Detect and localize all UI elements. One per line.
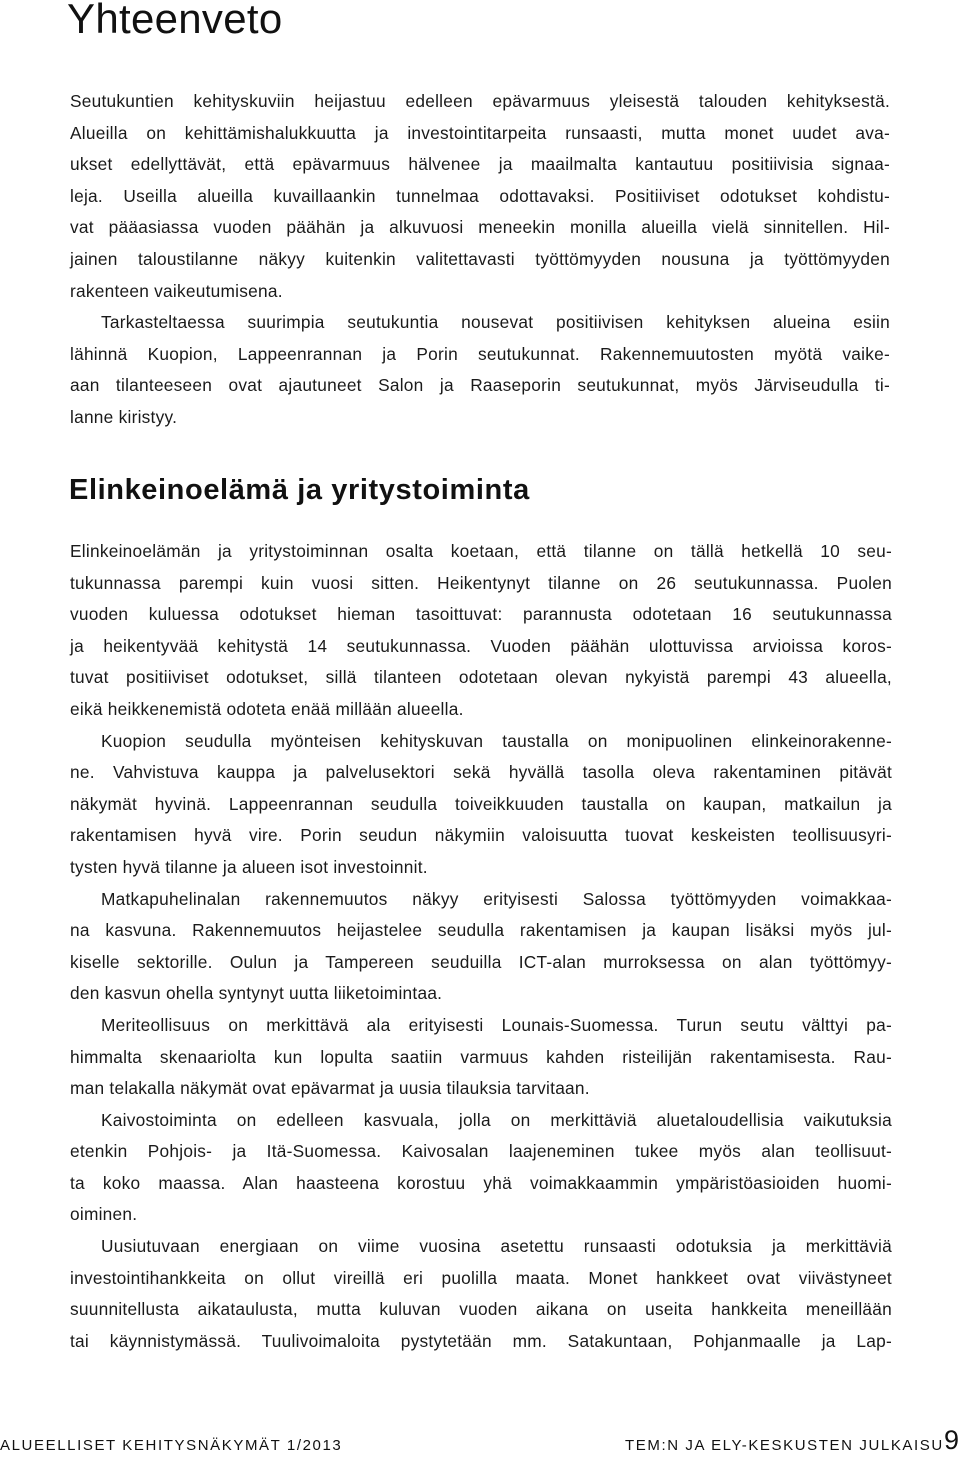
paragraph-line: ta koko maassa. Alan haasteena korostuu yhä voimakkaammin ympäristöasioiden huomi- — [70, 1172, 892, 1193]
paragraph-line: lähinnä Kuopion, Lappeenrannan ja Porin seutukunnat. Rakennemuutosten myötä vaike- — [70, 343, 890, 364]
paragraph-line: näkymät hyvinä. Lappeenrannan seudulla toiveikkuuden taustalla on kaupan, matkailun ja — [70, 793, 892, 814]
paragraph-line: eikä heikkenemistä odoteta enää millään alueella. — [70, 698, 464, 719]
page-title: Yhteenveto — [67, 0, 283, 42]
paragraph-line: Alueilla on kehittämishalukkuutta ja investointitarpeita runsaasti, mutta monet uudet ava- — [70, 122, 890, 143]
paragraph-line: tuvat positiiviset odotukset, sillä tilanteen odotetaan olevan nykyistä parempi 43 alueella, — [70, 667, 892, 688]
paragraph-line: Uusiutuvaan energiaan on viime vuosina asetettu runsaasti odotuksia ja merkittäviä — [101, 1236, 892, 1257]
paragraph-line: suunnitellusta aikataulusta, mutta kuluvan vuoden aikana on useita hankkeita meneillään — [70, 1299, 892, 1320]
paragraph-line: ne. Vahvistuva kauppa ja palvelusektori sekä hyvällä tasolla oleva rakentaminen pitävät — [70, 762, 892, 783]
paragraph-line: man telakalla näkymät ovat epävarmat ja uusia tilauksia tarvitaan. — [70, 1078, 590, 1099]
paragraph-line: Tarkasteltaessa suurimpia seutukuntia nousevat positiivisen kehityksen alueina esiin — [101, 312, 890, 333]
paragraph-line: oiminen. — [70, 1204, 138, 1225]
paragraph-line: investointihankkeita on ollut vireillä eri puolilla maata. Monet hankkeet ovat viivästyneet — [70, 1267, 892, 1288]
paragraph-line: tai käynnistymässä. Tuulivoimaloita pystytetään mm. Satakuntaan, Pohjanmaalle ja Lap- — [70, 1330, 892, 1351]
paragraph-line: na kasvuna. Rakennemuutos heijastelee seudulla rakentamisen ja kaupan lisäksi myös jul- — [70, 920, 892, 941]
page-number: 9 — [944, 1425, 960, 1455]
paragraph-line: Matkapuhelinalan rakennemuutos näkyy erityisesti Salossa työttömyyden voimakkaa- — [101, 888, 892, 909]
paragraph-line: Meriteollisuus on merkittävä ala erityisesti Lounais-Suomessa. Turun seutu välttyi pa- — [101, 1014, 892, 1035]
paragraph-line: leja. Useilla alueilla kuvaillaankin tunnelmaa odottavaksi. Positiiviset odotukset kohdistu- — [70, 185, 890, 206]
paragraph-line: Kuopion seudulla myönteisen kehityskuvan taustalla on monipuolinen elinkeinorakenne- — [101, 730, 892, 751]
paragraph-line: aan tilanteeseen ovat ajautuneet Salon ja Raaseporin seutukunnat, myös Järviseudulla ti- — [70, 375, 890, 396]
paragraph-line: kiselle sektorille. Oulun ja Tampereen seuduilla ICT-alan murroksessa on alan työttömyy- — [70, 951, 892, 972]
paragraph-line: Elinkeinoelämän ja yritystoiminnan osalta koetaan, että tilanne on tällä hetkellä 10 seu- — [70, 541, 892, 561]
footer-publication-title: ALUEELLISET KEHITYSNÄKYMÄT 1/2013 — [0, 1437, 343, 1454]
paragraph-line: Seutukuntien kehityskuviin heijastuu edelleen epävarmuus yleisestä talouden kehityksestä. — [70, 91, 890, 111]
paragraph-line: tukunnassa parempi kuin vuosi sitten. Heikentynyt tilanne on 26 seutukunnassa. Puolen — [70, 572, 892, 593]
section-text — [70, 536, 892, 1357]
paragraph-line: den kasvun ohella syntynyt uutta liiketoimintaa. — [70, 983, 443, 1004]
paragraph-line: Kaivostoiminta on edelleen kasvuala, jolla on merkittäviä aluetaloudellisia vaikutuksia — [101, 1109, 892, 1130]
paragraph-line: lanne kiristyy. — [70, 406, 178, 427]
summary-text — [70, 86, 890, 434]
paragraph-line: vat pääasiassa vuoden päähän ja alkuvuosi meneekin monilla alueilla vielä sinnitellen. Hil- — [70, 217, 890, 238]
paragraph-line: rakenteen vaikeutumisena. — [70, 280, 283, 301]
paragraph-line: jainen taloustilanne näkyy kuitenkin valitettavasti työttömyyden nousuna ja työttömyyden — [70, 248, 890, 269]
paragraph-line: vuoden kuluessa odotukset hieman tasoittuvat: parannusta odotetaan 16 seutukunnassa — [70, 604, 892, 625]
paragraph-line: tysten hyvä tilanne ja alueen isot investoinnit. — [70, 856, 428, 877]
paragraph-line: etenkin Pohjois- ja Itä-Suomessa. Kaivosalan laajeneminen tukee myös alan teollisuut- — [70, 1141, 892, 1162]
paragraph-line: rakentamisen hyvä vire. Porin seudun näkymiin valoisuutta tuovat keskeisten teollisuusyri- — [70, 825, 892, 846]
footer-publisher: TEM:N JA ELY-KESKUSTEN JULKAISU — [625, 1437, 944, 1454]
paragraph-line: ukset edellyttävät, että epävarmuus hälvenee ja maailmalta kantautuu positiivisia signaa- — [70, 154, 890, 175]
paragraph-line: himmalta skenaariolta kun lopulta saatiin varmuus kahden risteilijän rakentamisesta. Rau- — [70, 1046, 892, 1067]
section-heading: Elinkeinoelämä ja yritystoiminta — [69, 474, 530, 506]
paragraph-line: ja heikentyvää kehitystä 14 seutukunnassa. Vuoden päähän ulottuvissa arvioissa koros- — [70, 635, 892, 656]
